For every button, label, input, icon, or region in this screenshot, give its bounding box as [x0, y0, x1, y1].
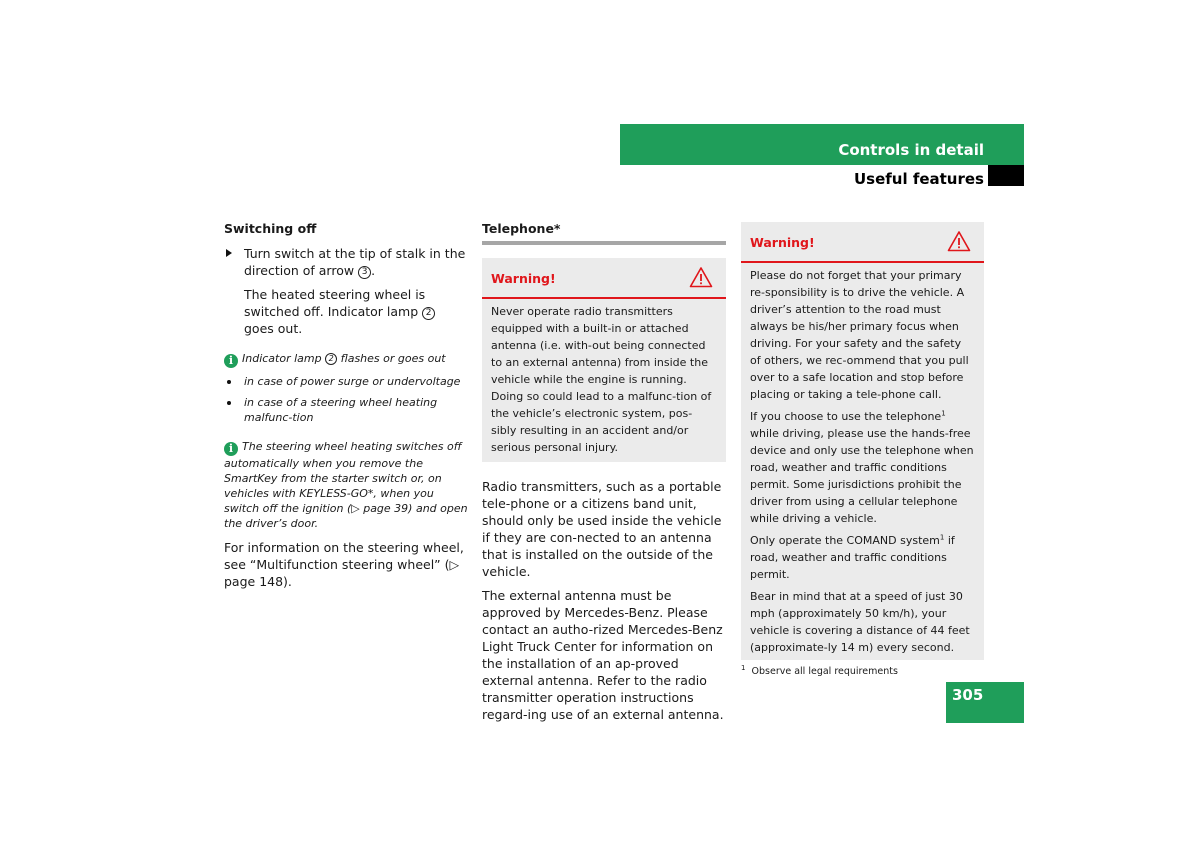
paragraph: Radio transmitters, such as a portable tele-phone or a citizens band unit, should only be used inside the vehicle if they are con-nected to an antenna that is installed on the outside of the vehicle.: [482, 479, 722, 579]
step-text-end: .: [371, 263, 376, 278]
paragraph: The external antenna must be approved by Mercedes-Benz. Please contact an autho-rized Mercedes-Benz Light Truck Center for information on the installation of an ap-proved external antenna. Refer to the radio transmitter operation instructions regard-ing use of an external antenna.: [482, 588, 724, 722]
instruction-step: [224, 245, 468, 279]
note-text: Indicator lamp: [242, 352, 322, 365]
warning-text: if road, weather and traffic conditions permit.: [750, 534, 955, 581]
warning-paragraph: [750, 532, 975, 583]
footnote: [741, 665, 984, 679]
bullet-icon: [227, 380, 231, 384]
step-result: [224, 286, 468, 337]
heading-switching-off: Switching off: [224, 221, 317, 236]
info-icon: i: [224, 442, 238, 456]
warning-paragraph: Bear in mind that at a speed of just 30 mph (approximately 50 km/h), your vehicle is covering a distance of 44 feet (approximate-ly 14 m) every second.: [750, 590, 970, 654]
section-title: Controls in detail: [838, 141, 984, 159]
warning-text: while driving, please use the hands-free device and only use the telephone when road, weather and traffic conditions permit. Some jurisdictions prohibit the driver from using a cellular telephone while driving a vehicle.: [750, 427, 974, 525]
bullet-item: [224, 395, 468, 425]
page-number-tab: [946, 682, 1024, 723]
column-switching-off: [224, 220, 468, 590]
step-text: Turn switch at the tip of stalk in the direction of arrow: [244, 246, 466, 278]
footnote-mark: 1: [741, 663, 746, 672]
warning-header: [482, 258, 726, 299]
result-text: The heated steering wheel is switched off. Indicator lamp: [244, 287, 426, 319]
reference-paragraph: For information on the steering wheel, see “Multifunction steering wheel” (▷ page 148).: [224, 540, 464, 589]
bullet-text: in case of power surge or undervoltage: [244, 375, 461, 388]
warning-triangle-icon: [689, 266, 713, 288]
footnote-ref: 1: [941, 409, 946, 418]
warning-box: [741, 222, 984, 660]
lamp-2-marker: 2: [325, 353, 337, 365]
heading-telephone: Telephone*: [482, 220, 726, 245]
step-arrow-icon: [226, 249, 232, 257]
info-note: [224, 439, 468, 531]
warning-box: [482, 258, 726, 462]
header-marker: [988, 165, 1024, 186]
warning-text: Only operate the COMAND system: [750, 534, 940, 547]
note-text: The steering wheel heating switches off automatically when you remove the SmartKey from the starter switch or, on vehicles with KEYLESS-GO*, when you switch off the ignition (▷ page 39) and open the driver’s door.: [224, 440, 468, 530]
info-icon: i: [224, 354, 238, 368]
result-text-end: goes out.: [244, 321, 303, 336]
warning-text: If you choose to use the telephone: [750, 410, 942, 423]
bullet-item: [224, 374, 468, 389]
info-note: [224, 351, 468, 368]
page-number: 305: [952, 686, 984, 704]
warning-label: Warning!: [491, 271, 556, 286]
footnote-text: Observe all legal requirements: [751, 666, 898, 677]
warning-body: [741, 263, 984, 660]
column-warning: [741, 222, 984, 679]
bullet-icon: [227, 401, 231, 405]
warning-paragraph: [750, 408, 975, 527]
note-text-end: flashes or goes out: [340, 352, 446, 365]
warning-label: Warning!: [750, 235, 815, 250]
warning-text: Never operate radio transmitters equipped with a built-in or attached antenna (i.e. with-out being connected to an external antenna) from inside the vehicle while the engine is running. Doing so could lead to a malfunc-tion of the vehicle’s electronic system, pos-sibly resulting in an accident and/or serious personal injury.: [491, 305, 712, 454]
lamp-2-marker: 2: [422, 307, 435, 320]
warning-header: [741, 222, 984, 263]
warning-triangle-icon: [947, 230, 971, 252]
warning-paragraph: Please do not forget that your primary re-sponsibility is to drive the vehicle. A driver’s attention to the road must always be his/her primary focus when driving. For your safety and the safety of others, we rec-ommend that you pull over to a safe location and stop before placing or taking a tele-phone call.: [750, 269, 969, 401]
bullet-text: in case of a steering wheel heating malfunc-tion: [244, 396, 438, 424]
arrow-3-marker: 3: [358, 266, 371, 279]
subsection-title: Useful features: [853, 170, 984, 188]
column-telephone: [482, 220, 726, 723]
footnote-ref: 1: [939, 533, 945, 542]
